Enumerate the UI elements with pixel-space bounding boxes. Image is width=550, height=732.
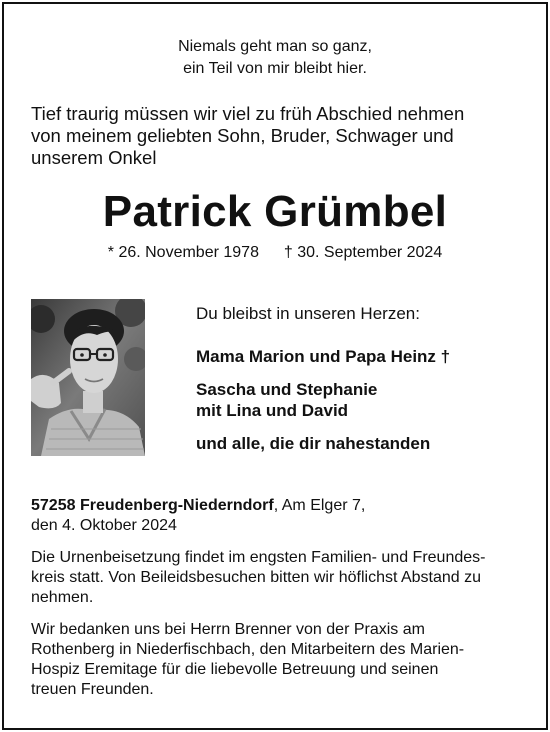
mourners-siblings-line-1: Sascha und Stephanie <box>196 380 378 399</box>
motto <box>0 36 550 80</box>
thanks-text <box>31 620 521 700</box>
mourners-group-parents <box>196 346 450 367</box>
thanks-line-1: Wir bedanken uns bei Herrn Brenner von der Praxis am <box>31 621 425 638</box>
life-dates <box>0 243 550 263</box>
address-bold: 57258 Freudenberg-Niederndorf <box>31 497 274 514</box>
address-line <box>31 496 521 516</box>
address-rest: , Am Elger 7, <box>273 497 366 514</box>
mourners-parents-text: Mama Marion und Papa Heinz † <box>196 347 451 366</box>
intro-text <box>31 103 464 169</box>
notice-line-3: nehmen. <box>31 589 94 606</box>
portrait-photo <box>31 299 145 456</box>
thanks-line-2: Rothenberg in Niederfischbach, den Mitarbeitern des Marien- <box>31 641 465 658</box>
portrait-image <box>31 299 145 456</box>
death-date: † 30. September 2024 <box>283 244 443 261</box>
address-block <box>31 496 521 536</box>
motto-line-2: ein Teil von mir bleibt hier. <box>183 60 367 77</box>
funeral-notice <box>31 548 521 608</box>
address-date: den 4. Oktober 2024 <box>31 517 177 534</box>
thanks-line-3: Hospiz Eremitage für die liebevolle Betreuung und seinen <box>31 661 439 678</box>
intro-line-2: von meinem geliebten Sohn, Bruder, Schwager und <box>31 125 454 146</box>
motto-line-1: Niemals geht man so ganz, <box>178 38 372 55</box>
mourners-group-others <box>196 433 430 454</box>
intro-line-3: unserem Onkel <box>31 147 157 168</box>
intro-line-1: Tief traurig müssen wir viel zu früh Abschied nehmen <box>31 103 465 124</box>
mourners-others-text: und alle, die dir nahestanden <box>196 434 431 453</box>
notice-line-2: kreis statt. Von Beileidsbesuchen bitten wir höflichst Abstand zu <box>31 569 482 586</box>
mourners-siblings-line-2: mit Lina und David <box>196 401 349 420</box>
mourners-heading: Du bleibst in unseren Herzen: <box>196 304 420 323</box>
thanks-line-4: treuen Freunden. <box>31 681 154 698</box>
deceased-name: Patrick Grümbel <box>102 187 448 236</box>
birth-date: * 26. November 1978 <box>107 244 259 261</box>
mourners-group-siblings <box>196 379 377 421</box>
notice-line-1: Die Urnenbeisetzung findet im engsten Familien- und Freundes- <box>31 549 486 566</box>
